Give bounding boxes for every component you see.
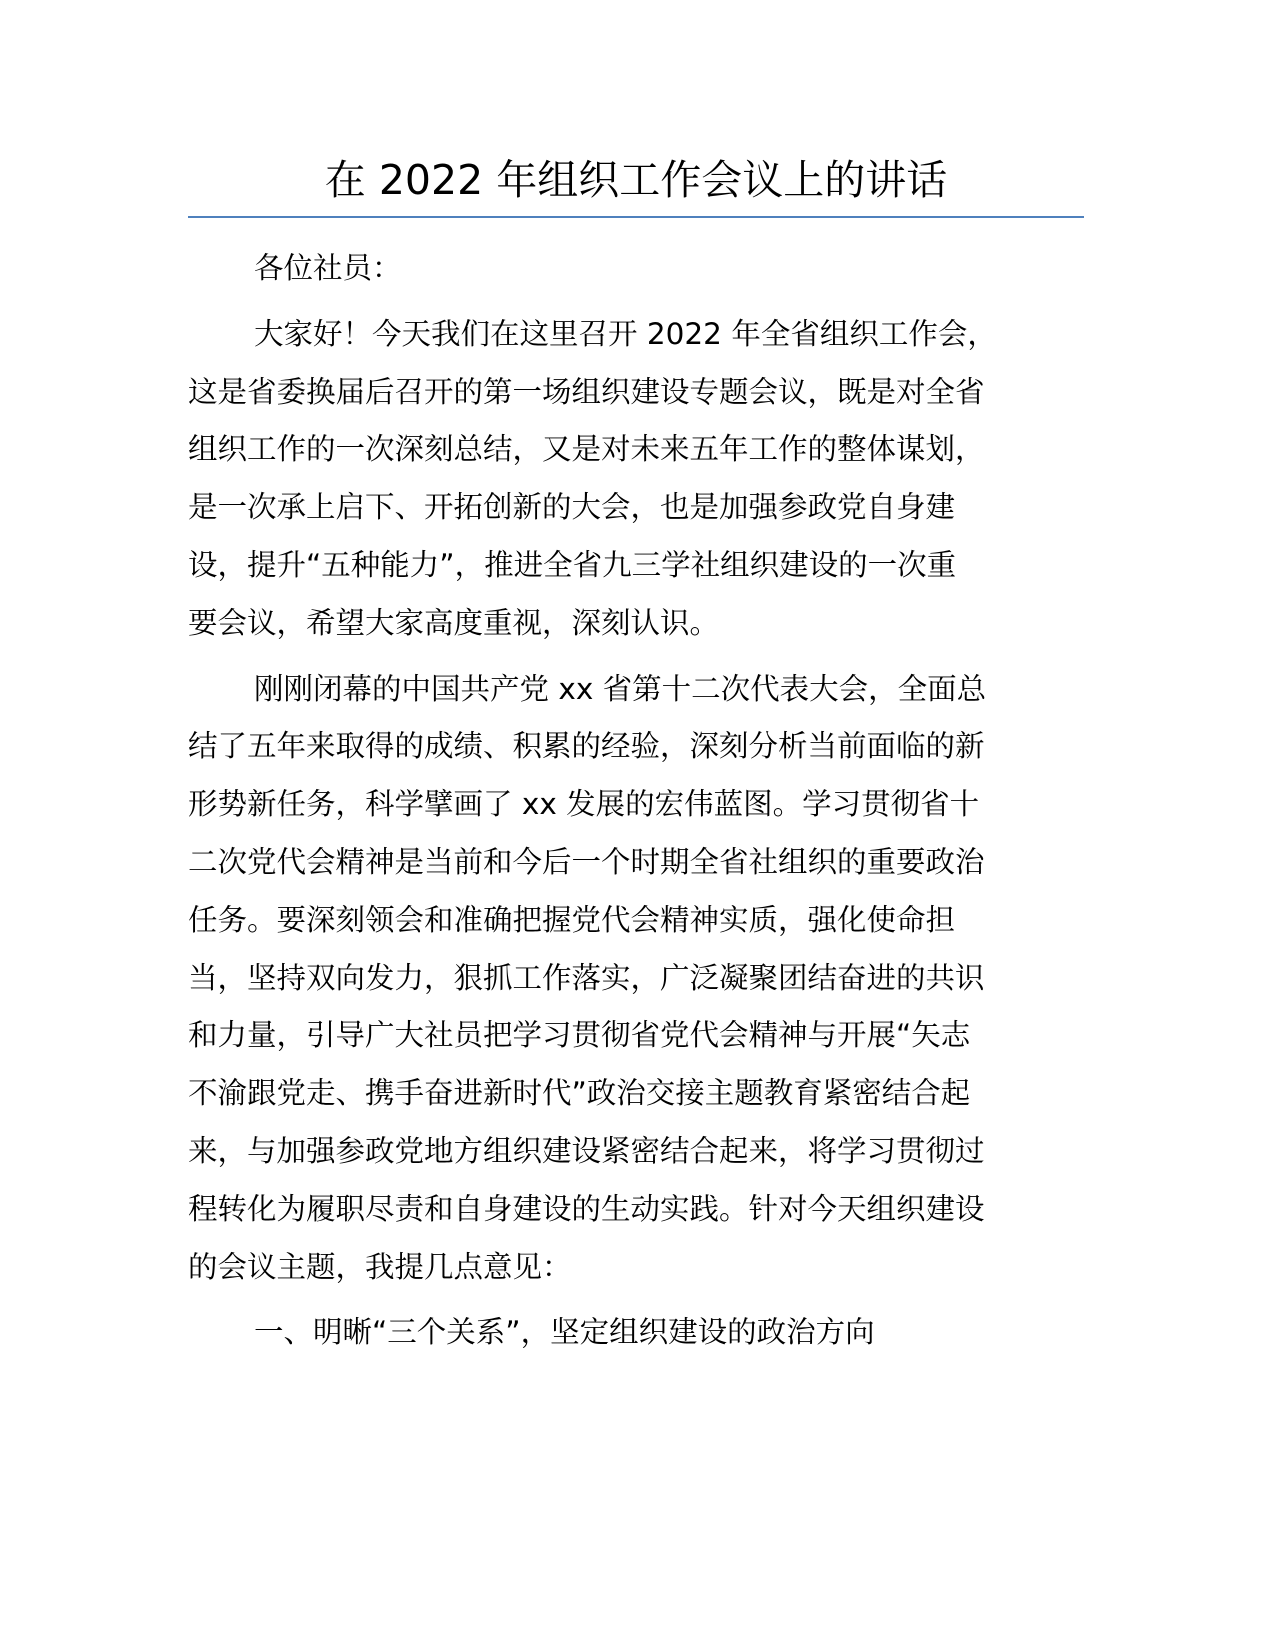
text-line: 来，与加强参政党地方组织建设紧密结合起来，将学习贯彻过 — [188, 1133, 985, 1168]
document-body — [188, 240, 1084, 1362]
text-line: 不渝跟党走、携手奋进新时代”政治交接主题教育紧密结合起 — [188, 1076, 971, 1111]
text-line: 大家好！今天我们在这里召开 2022 年全省组织工作会， — [254, 316, 997, 351]
text-line: 要会议，希望大家高度重视，深刻认识。 — [188, 605, 720, 640]
text-line: 是一次承上启下、开拓创新的大会，也是加强参政党自身建 — [188, 490, 956, 525]
text-line: 形势新任务，科学擘画了 xx 发展的宏伟蓝图。学习贯彻省十 — [188, 787, 980, 822]
paragraph-congress — [188, 661, 1084, 1297]
text-line: 组织工作的一次深刻总结，又是对未来五年工作的整体谋划， — [188, 432, 985, 467]
text-line: 结了五年来取得的成绩、积累的经验，深刻分析当前面临的新 — [188, 729, 985, 764]
paragraph-spacer — [188, 653, 1084, 661]
text-line: 设，提升“五种能力”，推进全省九三学社组织建设的一次重 — [188, 547, 957, 582]
text-line: 任务。要深刻领会和准确把握党代会精神实质，强化使命担 — [188, 902, 956, 937]
text-line: 这是省委换届后召开的第一场组织建设专题会议，既是对全省 — [188, 374, 985, 409]
paragraph-spacer — [188, 298, 1084, 306]
text-line: 当，坚持双向发力，狠抓工作落实，广泛凝聚团结奋进的共识 — [188, 960, 985, 995]
text-line: 二次党代会精神是当前和今后一个时期全省社组织的重要政治 — [188, 844, 985, 879]
text-line: 刚刚闭幕的中国共产党 xx 省第十二次代表大会，全面总 — [254, 671, 987, 706]
document-title: 在 2022 年组织工作会议上的讲话 — [324, 156, 948, 204]
paragraph-spacer — [188, 1296, 1084, 1304]
title-underline-rule — [188, 216, 1084, 218]
paragraph-greeting — [188, 306, 1084, 653]
text-line: 的会议主题，我提几点意见： — [188, 1249, 572, 1284]
section-heading: 一、明晰“三个关系”，坚定组织建设的政治方向 — [254, 1315, 875, 1350]
salutation: 各位社员： — [254, 251, 402, 285]
text-line: 和力量，引导广大社员把学习贯彻省党代会精神与开展“矢志 — [188, 1018, 971, 1053]
text-line: 程转化为履职尽责和自身建设的生动实践。针对今天组织建设 — [188, 1191, 985, 1226]
